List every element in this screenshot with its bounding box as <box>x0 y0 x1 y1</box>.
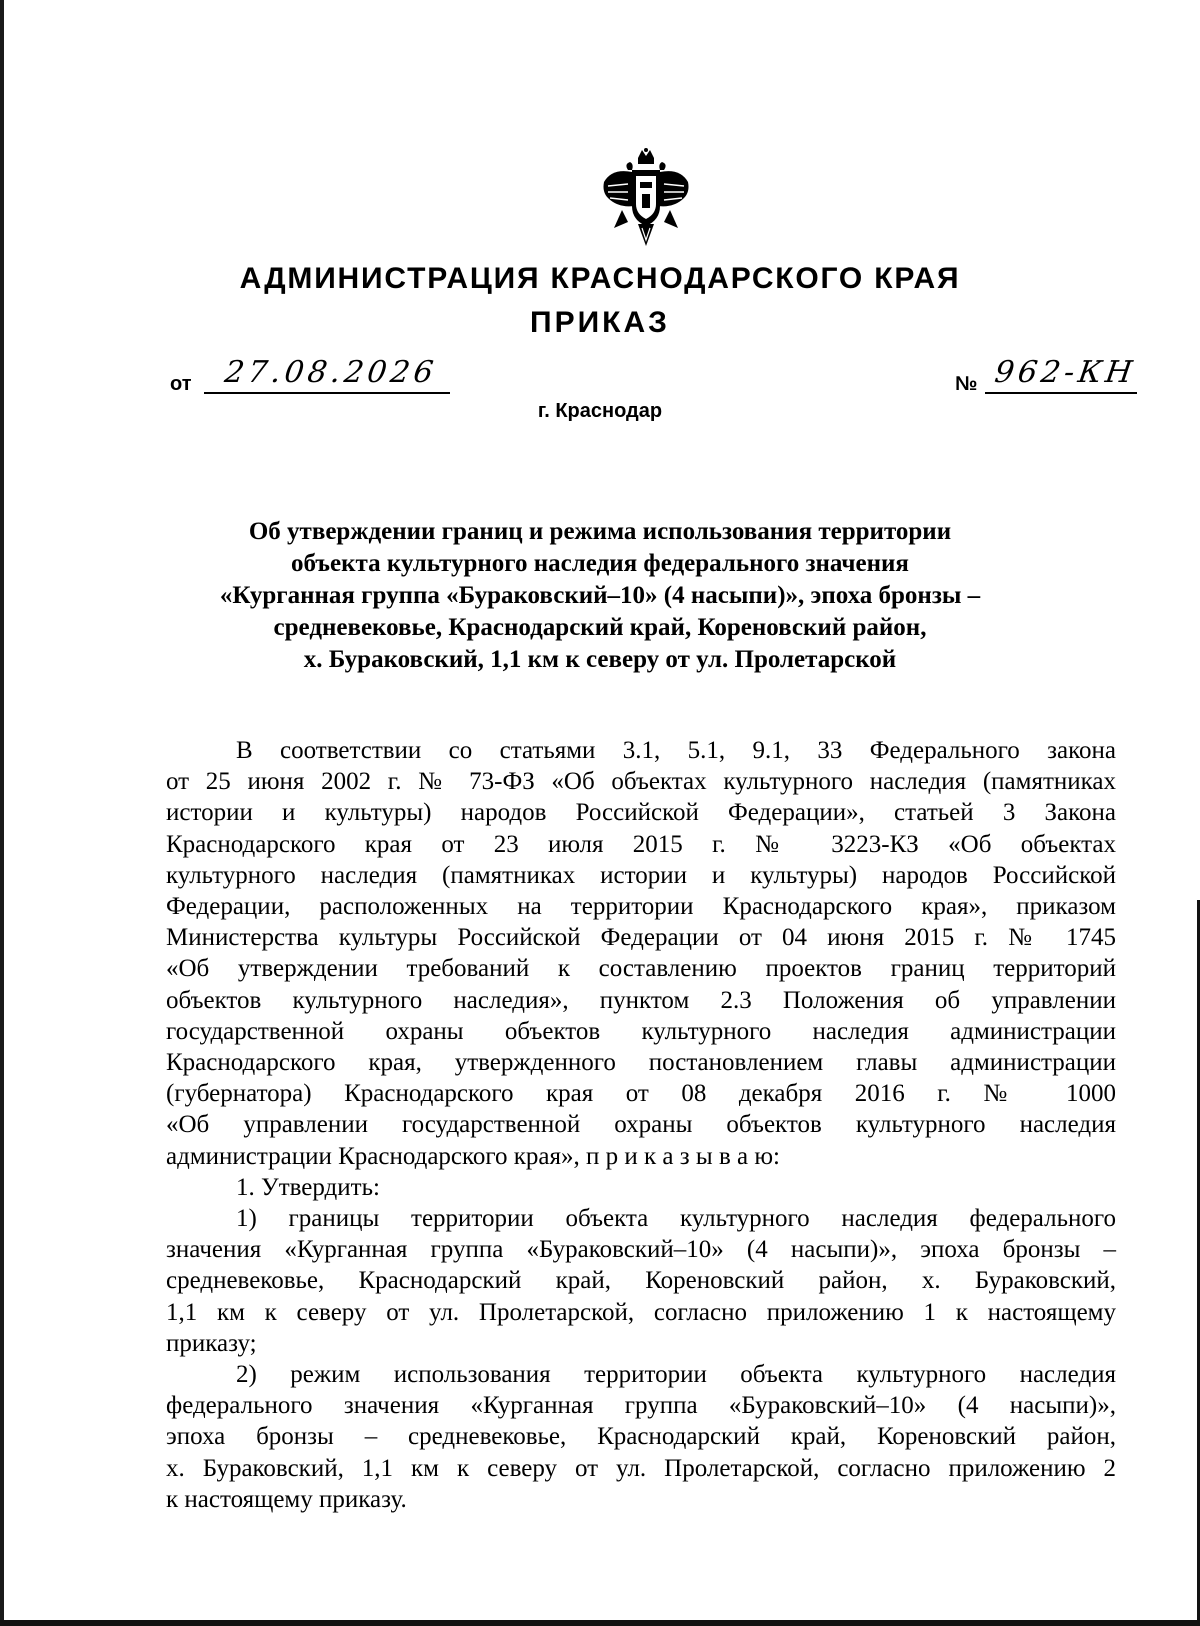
body-line: администрации Краснодарского края», п р и к а з ы в а ю: <box>166 1142 780 1170</box>
body-line: значения «Курганная группа «Бураковский–10» (4 насыпи)», эпоха бронзы – <box>166 1236 1116 1264</box>
body-line: 2) режим использования территории объекта культурного наследия <box>236 1361 1116 1389</box>
body-line: «Об утверждении требований к составлению проектов границ территорий <box>166 955 1116 983</box>
organization-name: АДМИНИСТРАЦИЯ КРАСНОДАРСКОГО КРАЯ <box>239 262 961 295</box>
body-line: 1. Утвердить: <box>236 1173 380 1201</box>
body-line: к настоящему приказу. <box>166 1485 407 1513</box>
body-line: приказу; <box>166 1329 257 1357</box>
date-underline <box>204 392 450 394</box>
body-line: федерального значения «Курганная группа «Бураковский–10» (4 насыпи)», <box>166 1392 1116 1420</box>
title-line: объекта культурного наследия федерального значения <box>291 550 909 577</box>
body-line: Краснодарского края, утвержденного постановлением главы администрации <box>166 1049 1116 1077</box>
body-line: (губернатора) Краснодарского края от 08 декабря 2016 г. № 1000 <box>166 1080 1116 1108</box>
document-title <box>150 516 1050 676</box>
body-line: «Об управлении государственной охраны объектов культурного наследия <box>166 1111 1116 1139</box>
number-underline <box>985 392 1137 394</box>
title-line: х. Бураковский, 1,1 км к северу от ул. Пролетарской <box>303 646 897 673</box>
document-body <box>166 735 1116 1515</box>
body-line: государственной охраны объектов культурного наследия администрации <box>166 1017 1116 1045</box>
body-line: средневековье, Краснодарский край, Кореновский район, х. Бураковский, <box>166 1267 1116 1295</box>
body-line: культурного наследия (памятниках истории и культуры) народов Российской <box>166 861 1116 889</box>
body-line: от 25 июня 2002 г. № 73-ФЗ «Об объектах культурного наследия (памятниках <box>166 768 1116 796</box>
body-line: истории и культуры) народов Российской Федерации», статьей 3 Закона <box>166 799 1116 827</box>
body-line: В соответствии со статьями 3.1, 5.1, 9.1, 33 Федерального закона <box>236 737 1116 764</box>
coat-of-arms-icon <box>598 148 694 248</box>
title-line: Об утверждении границ и режима использования территории <box>248 518 952 545</box>
scan-border <box>0 0 4 1626</box>
body-line: эпоха бронзы – средневековье, Краснодарский край, Кореновский район, <box>166 1423 1116 1451</box>
title-line: «Курганная группа «Бураковский–10» (4 насыпи)», эпоха бронзы – <box>219 582 981 609</box>
body-line: х. Бураковский, 1,1 км к северу от ул. Пролетарской, согласно приложению 2 <box>166 1454 1116 1482</box>
body-line: 1) границы территории объекта культурного наследия федерального <box>236 1205 1116 1233</box>
body-line: объектов культурного наследия», пунктом 2.3 Положения об управлении <box>166 986 1116 1014</box>
document-date: 27.08.2026 <box>222 355 440 390</box>
scan-border <box>0 1620 1200 1626</box>
document-type: ПРИКАЗ <box>530 306 670 339</box>
body-line: Министерства культуры Российской Федерации от 04 июня 2015 г. № 1745 <box>166 924 1116 952</box>
number-prefix: № <box>955 373 978 395</box>
document-number: 962-КН <box>992 355 1139 390</box>
title-line: средневековье, Краснодарский край, Кореновский район, <box>273 614 927 641</box>
body-line: Федерации, расположенных на территории Краснодарского края», приказом <box>166 893 1116 921</box>
body-line: 1,1 км к северу от ул. Пролетарской, согласно приложению 1 к настоящему <box>166 1298 1116 1326</box>
body-line: Краснодарского края от 23 июля 2015 г. № 3223-КЗ «Об объектах <box>166 830 1116 858</box>
city: г. Краснодар <box>537 400 663 422</box>
date-prefix: от <box>170 373 192 395</box>
